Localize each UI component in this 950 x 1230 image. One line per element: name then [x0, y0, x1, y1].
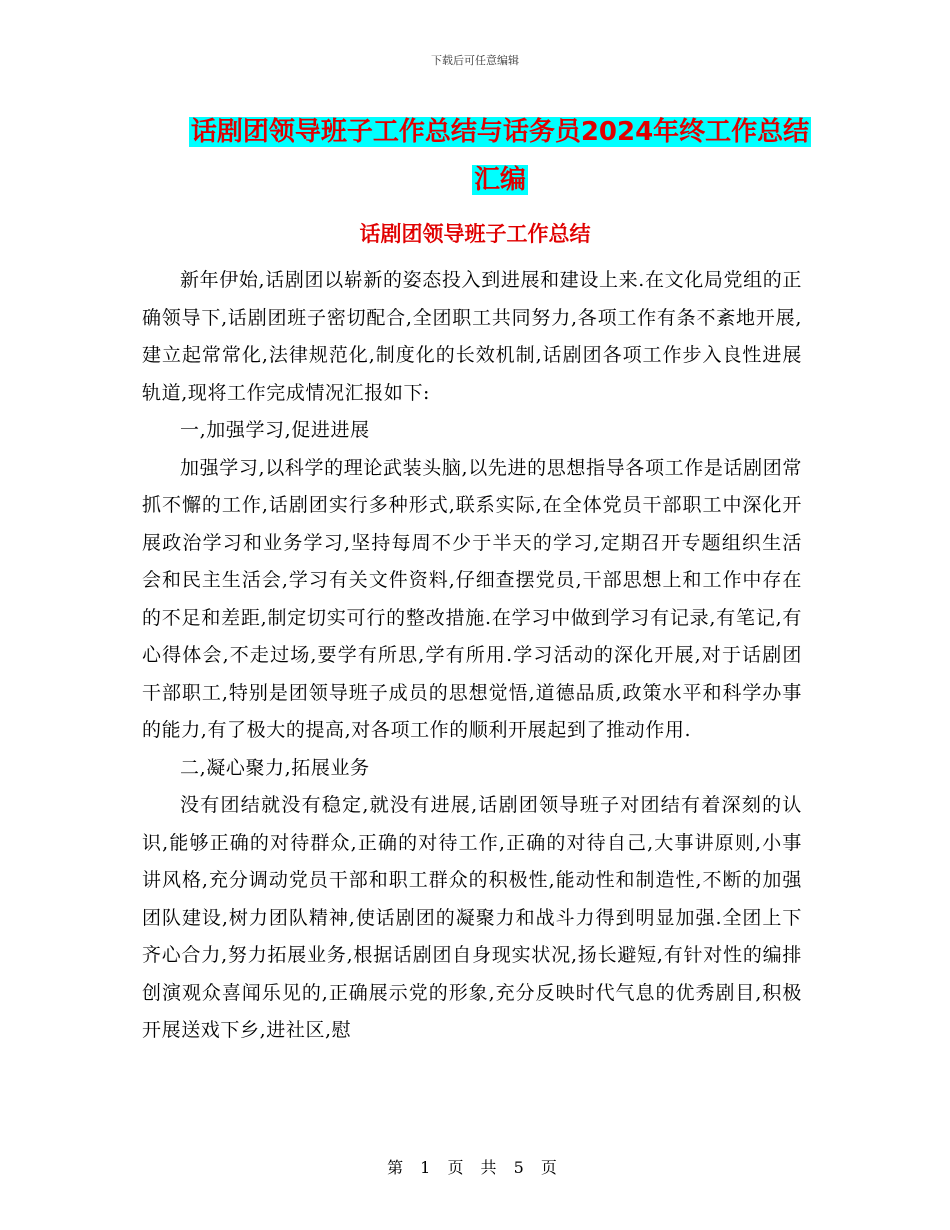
document-title-line-2: 汇编: [473, 165, 526, 195]
header-note: 下载后可任意编辑: [431, 54, 519, 67]
subheading-1: 一,加强学习,促进进展: [180, 419, 370, 441]
paragraph-unity: 没有团结就没有稳定,就没有进展,话剧团领导班子对团结有着深刻的认识,能够正确的对待群众,正确的对待工作,正确的对待自己,大事讲原则,小事讲风格,充分调动党员干部和职工群众的积极性,能动性和制造性,不断的加强团队建设,树力团队精神,使话剧团的凝聚力和战斗力得到明显加强.全团上下齐心合力,努力拓展业务,根据话剧团自身现实状况,扬长避短,有针对性的编排创演观众喜闻乐见的,正确展示党的形象,充分反映时代气息的优秀剧目,积极开展送戏下乡,进社区,慰: [142, 794, 802, 1041]
document-body: [142, 262, 802, 1050]
paragraph-intro: 新年伊始,话剧团以崭新的姿态投入到进展和建设上来.在文化局党组的正确领导下,话剧团班子密切配合,全团职工共同努力,各项工作有条不紊地开展,建立起常常化,法律规范化,制度化的长效机制,话剧团各项工作步入良性进展轨道,现将工作完成情况汇报如下:: [142, 269, 802, 404]
section-title: 话剧团领导班子工作总结: [359, 222, 591, 246]
document-title-line-1: 话剧团领导班子工作总结与话务员2024年终工作总结: [190, 117, 810, 147]
paragraph-study: 加强学习,以科学的理论武装头脑,以先进的思想指导各项工作是话剧团常抓不懈的工作,话剧团实行多种形式,联系实际,在全体党员干部职工中深化开展政治学习和业务学习,坚持每周不少于半天的学习,定期召开专题组织生活会和民主生活会,学习有关文件资料,仔细查摆党员,干部思想上和工作中存在的不足和差距,制定切实可行的整改措施.在学习中做到学习有记录,有笔记,有心得体会,不走过场,要学有所思,学有所用.学习活动的深化开展,对于话剧团干部职工,特别是团领导班子成员的思想觉悟,道德品质,政策水平和科学办事的能力,有了极大的提高,对各项工作的顺利开展起到了推动作用.: [142, 456, 802, 741]
document-title: [150, 108, 850, 204]
page-number: 第 1 页 共 5 页: [387, 1158, 563, 1177]
subheading-2: 二,凝心聚力,拓展业务: [180, 756, 370, 779]
